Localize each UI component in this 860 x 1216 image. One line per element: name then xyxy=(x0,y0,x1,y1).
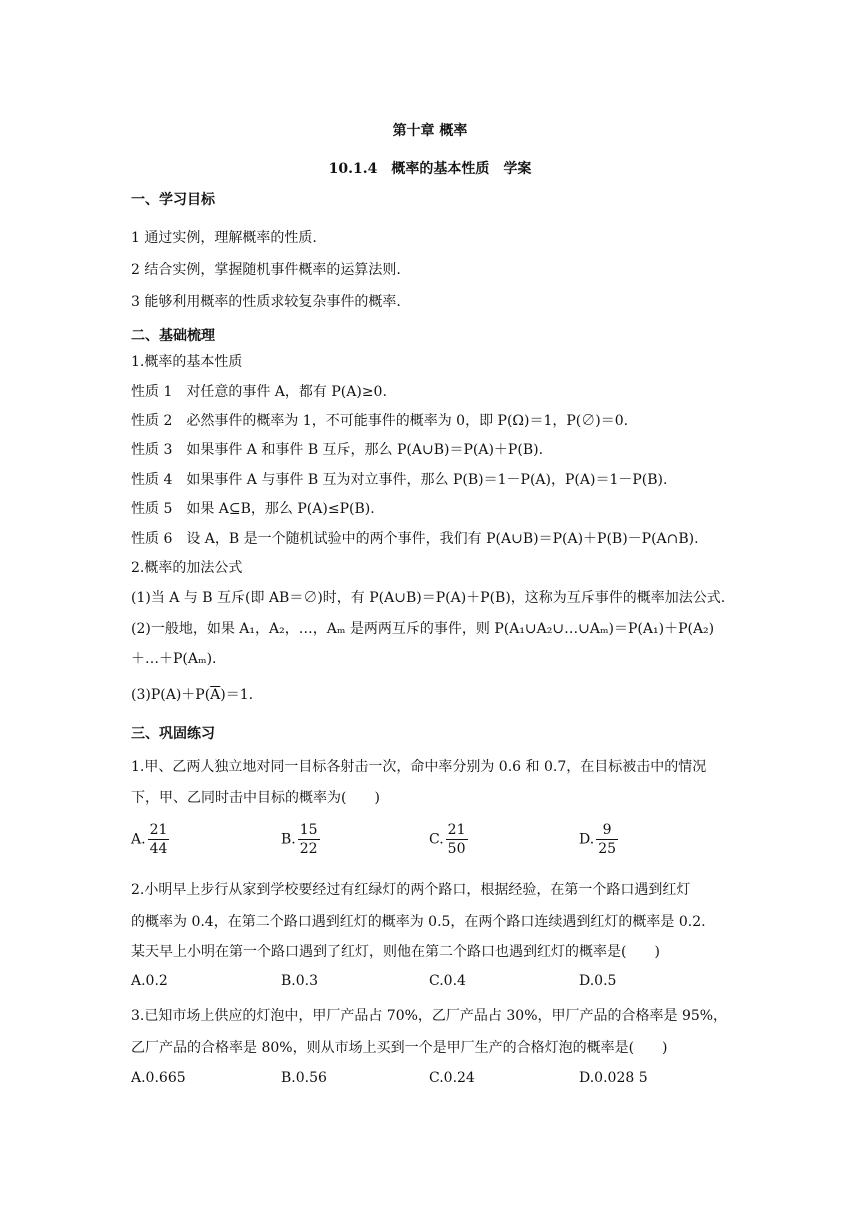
lesson-title: 10.1.4 概率的基本性质 学案 xyxy=(328,161,532,177)
question-1-line: 1.甲、乙两人独立地对同一目标各射击一次，命中率分别为 0.6 和 0.7，在目标被击中的情况 xyxy=(131,759,707,775)
fraction: $\frac{21}{50}$ xyxy=(447,822,466,857)
formula-3 xyxy=(131,685,253,705)
q2-option-d: D.0.5 xyxy=(579,973,617,989)
q2-option-a: A.0.2 xyxy=(131,973,168,989)
objective-item: 2 结合实例，掌握随机事件概率的运算法则. xyxy=(131,262,401,278)
q3-option-b: B.0.56 xyxy=(281,1070,327,1086)
question-1-line: 下，甲、乙同时击中目标的概率为( ) xyxy=(131,790,380,806)
question-3-line: 3.已知市场上供应的灯泡中，甲厂产品占 70%，乙厂产品占 30%，甲厂产品的合格率是 95%， xyxy=(131,1008,728,1024)
formula-2-continued: ＋…＋P(Aₘ). xyxy=(131,651,217,667)
formula-3-prefix: (3)P(A)＋P( xyxy=(131,687,211,703)
q1-option-a: A. $\frac{21}{44}$ xyxy=(131,822,168,857)
subheading-properties: 1.概率的基本性质 xyxy=(131,354,243,370)
question-2-line: 的概率为 0.4，在第二个路口遇到红灯的概率为 0.5，在两个路口连续遇到红灯的概率是 0.2. xyxy=(131,914,706,930)
property-item: 性质 4 如果事件 A 与事件 B 互为对立事件，那么 P(B)＝1－P(A)，P(A)＝1－P(B). xyxy=(131,472,668,488)
q3-option-c: C.0.24 xyxy=(429,1070,475,1086)
property-item: 性质 1 对任意的事件 A，都有 P(A)≥0. xyxy=(131,384,387,400)
property-item: 性质 6 设 A，B 是一个随机试验中的两个事件，我们有 P(A∪B)＝P(A)＋P(B)－P(A∩B). xyxy=(131,531,699,547)
question-2-line: 2.小明早上步行从家到学校要经过有红绿灯的两个路口，根据经验，在第一个路口遇到红灯 xyxy=(131,882,691,898)
section-heading-basics: 二、基础梳理 xyxy=(131,328,215,344)
q3-option-d: D.0.028 5 xyxy=(579,1070,648,1086)
property-item: 性质 2 必然事件的概率为 1，不可能事件的概率为 0，即 P(Ω)＝1，P(∅)＝0. xyxy=(131,413,629,429)
section-heading-practice: 三、巩固练习 xyxy=(131,726,215,742)
q3-option-a: A.0.665 xyxy=(131,1070,186,1086)
section-heading-objectives: 一、学习目标 xyxy=(131,192,215,208)
objective-item: 3 能够利用概率的性质求较复杂事件的概率. xyxy=(131,294,401,310)
fraction: $\frac{9}{25}$ xyxy=(598,822,617,857)
chapter-title: 第十章 概率 xyxy=(392,123,468,139)
q1-option-b: B. $\frac{15}{22}$ xyxy=(281,822,318,857)
objective-item: 1 通过实例，理解概率的性质. xyxy=(131,230,317,246)
fraction: $\frac{15}{22}$ xyxy=(299,822,318,857)
complement-a: $\overline{A}$ xyxy=(210,687,221,703)
question-3-line: 乙厂产品的合格率是 80%，则从市场上买到一个是甲厂生产的合格灯泡的概率是( ) xyxy=(131,1040,668,1056)
fraction: $\frac{21}{44}$ xyxy=(149,822,168,857)
property-item: 性质 3 如果事件 A 和事件 B 互斥，那么 P(A∪B)＝P(A)＋P(B). xyxy=(131,442,544,458)
formula-2: (2)一般地，如果 A₁，A₂，…，Aₘ 是两两互斥的事件，则 P(A₁∪A₂∪…∪Aₘ)＝P(A₁)＋P(A₂) xyxy=(131,621,715,637)
subheading-addition-formula: 2.概率的加法公式 xyxy=(131,560,243,576)
property-item: 性质 5 如果 A⊆B，那么 P(A)≤P(B). xyxy=(131,501,375,517)
q2-option-c: C.0.4 xyxy=(429,973,466,989)
q2-option-b: B.0.3 xyxy=(281,973,319,989)
q1-option-c: C. $\frac{21}{50}$ xyxy=(429,822,466,857)
formula-1: (1)当 A 与 B 互斥(即 AB＝∅)时，有 P(A∪B)＝P(A)＋P(B)，这称为互斥事件的概率加法公式. xyxy=(131,590,726,606)
formula-3-suffix: )＝1. xyxy=(220,687,254,703)
q1-option-d: D. $\frac{9}{25}$ xyxy=(579,822,617,857)
question-2-line: 某天早上小明在第一个路口遇到了红灯，则他在第二个路口也遇到红灯的概率是( ) xyxy=(131,944,660,960)
